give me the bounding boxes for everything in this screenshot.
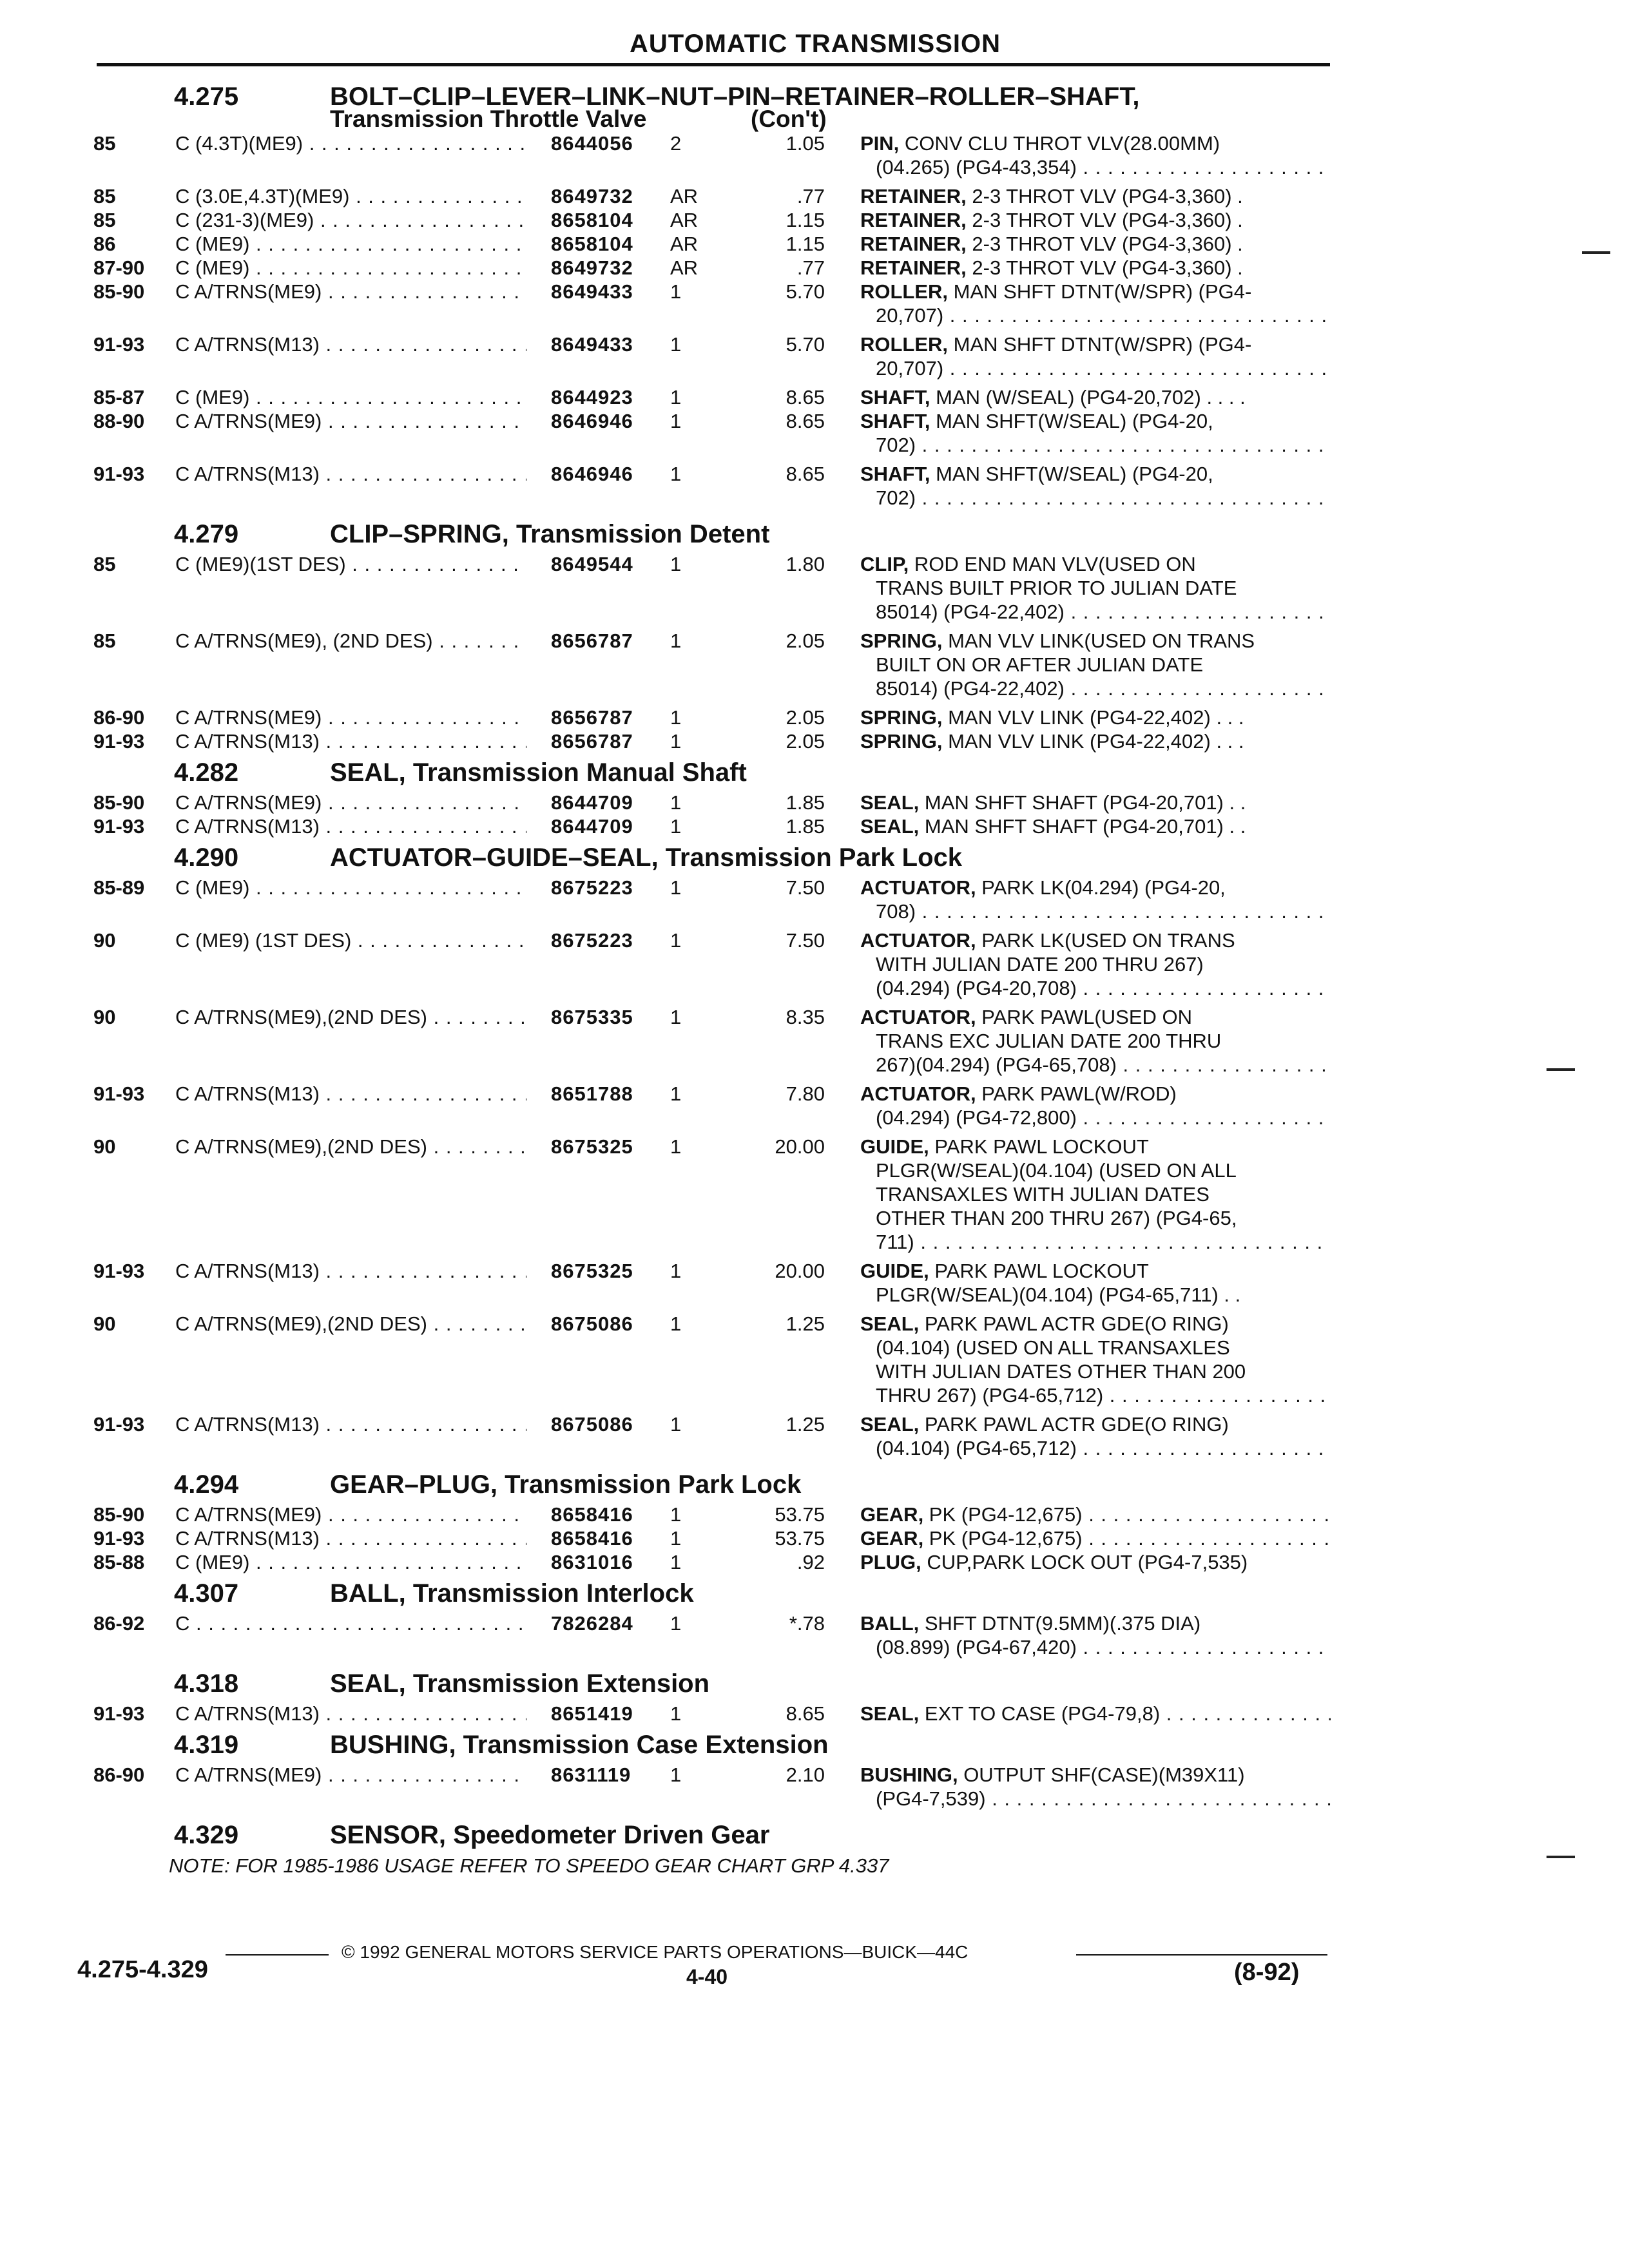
quantity: 1 bbox=[670, 1551, 682, 1573]
group-number: 4.319 bbox=[174, 1731, 239, 1759]
part-description bbox=[860, 131, 1331, 179]
description-line: 85014) (PG4-22,402) . . . bbox=[860, 600, 1331, 624]
quantity: 1 bbox=[670, 333, 682, 356]
group-note: NOTE: FOR 1985-1986 USAGE REFER TO SPEEDO GEAR CHART GRP 4.337 bbox=[169, 1854, 889, 1877]
group-number: 4.290 bbox=[174, 843, 239, 872]
group-number: 4.275 bbox=[174, 82, 239, 111]
part-description bbox=[860, 1135, 1331, 1254]
part-number: 8675335 bbox=[551, 1006, 633, 1028]
description-line: SEAL, MAN SHFT SHAFT (PG4-20,701) . . bbox=[860, 791, 1246, 814]
quantity: 1 bbox=[670, 730, 682, 753]
price: .77 bbox=[796, 185, 825, 207]
footer-page-number: 4-40 bbox=[686, 1965, 728, 1988]
description-line: WITH JULIAN DATE 200 THRU 267) bbox=[876, 953, 1204, 975]
model-years: 86-90 bbox=[93, 706, 145, 729]
part-number: 8675223 bbox=[551, 876, 633, 899]
model-years: 85-88 bbox=[93, 1551, 145, 1573]
description-line: RETAINER, 2-3 THROT VLV (PG4-3,360) . bbox=[860, 209, 1243, 231]
part-number: 8658416 bbox=[551, 1503, 633, 1526]
model-applicability: C A/TRNS(M13) . . . bbox=[175, 1526, 526, 1550]
part-description bbox=[860, 1412, 1331, 1460]
part-name: SPRING, bbox=[860, 730, 943, 753]
model-applicability: C A/TRNS(M13) . . . bbox=[175, 729, 526, 753]
part-name: SHAFT, bbox=[860, 410, 930, 432]
group-title: SEAL, Transmission Extension bbox=[330, 1669, 710, 1698]
quantity: 1 bbox=[670, 1135, 682, 1158]
part-number: 8675223 bbox=[551, 929, 633, 952]
model-applicability: C A/TRNS(M13) . . . bbox=[175, 814, 526, 838]
footer-rule-left bbox=[226, 1954, 329, 1956]
part-name: GUIDE, bbox=[860, 1260, 929, 1282]
quantity: 1 bbox=[670, 876, 682, 899]
part-description bbox=[860, 629, 1331, 700]
description-line: PLUG, CUP,PARK LOCK OUT (PG4-7,535) bbox=[860, 1551, 1248, 1573]
description-line: ACTUATOR, PARK PAWL(USED ON bbox=[860, 1006, 1192, 1028]
description-line: 711) . . . bbox=[860, 1230, 1331, 1254]
footer-copyright: © 1992 GENERAL MOTORS SERVICE PARTS OPERATIONS—BUICK—44C bbox=[342, 1942, 969, 1962]
description-line: SPRING, MAN VLV LINK (PG4-22,402) . . . bbox=[860, 706, 1244, 729]
part-name: ACTUATOR, bbox=[860, 929, 976, 952]
quantity: AR bbox=[670, 233, 699, 255]
part-description bbox=[860, 876, 1331, 923]
price: 5.70 bbox=[786, 333, 825, 356]
model-years: 85-90 bbox=[93, 791, 145, 814]
model-applicability: C A/TRNS(M13) . . . bbox=[175, 1702, 526, 1725]
quantity: 1 bbox=[670, 1503, 682, 1526]
price: 2.10 bbox=[786, 1763, 825, 1786]
quantity: 1 bbox=[670, 280, 682, 303]
group-subtitle: Transmission Throttle Valve bbox=[330, 106, 647, 132]
description-line: ACTUATOR, PARK LK(04.294) (PG4-20, bbox=[860, 876, 1226, 899]
model-years: 91-93 bbox=[93, 1082, 145, 1105]
price: 1.85 bbox=[786, 791, 825, 814]
price: 1.25 bbox=[786, 1413, 825, 1436]
model-years: 91-93 bbox=[93, 815, 145, 838]
continued-label: (Con't) bbox=[751, 106, 827, 132]
model-years: 85-89 bbox=[93, 876, 145, 899]
part-name: PLUG, bbox=[860, 1551, 921, 1573]
description-line: (04.104) (USED ON ALL TRANSAXLES bbox=[876, 1336, 1230, 1359]
price: .92 bbox=[796, 1551, 825, 1573]
price: 7.80 bbox=[786, 1082, 825, 1105]
part-number: 8631119 bbox=[551, 1763, 631, 1786]
model-years: 91-93 bbox=[93, 463, 145, 485]
part-name: SPRING, bbox=[860, 629, 943, 652]
model-years: 91-93 bbox=[93, 1702, 145, 1725]
description-line: GUIDE, PARK PAWL LOCKOUT bbox=[860, 1260, 1149, 1282]
part-name: ACTUATOR, bbox=[860, 876, 976, 899]
description-line: RETAINER, 2-3 THROT VLV (PG4-3,360) . bbox=[860, 256, 1243, 279]
description-line: SHAFT, MAN (W/SEAL) (PG4-20,702) . . . . bbox=[860, 386, 1246, 408]
model-applicability: C (ME9) . . . bbox=[175, 256, 526, 280]
model-applicability: C A/TRNS(ME9) . . . bbox=[175, 1503, 526, 1526]
model-applicability: C (3.0E,4.3T)(ME9) . . . bbox=[175, 184, 526, 208]
model-years: 85-87 bbox=[93, 386, 145, 408]
quantity: 1 bbox=[670, 815, 682, 838]
model-applicability: C A/TRNS(M13) . . . bbox=[175, 462, 526, 486]
part-description bbox=[860, 791, 1331, 814]
quantity: 1 bbox=[670, 1413, 682, 1436]
price: 8.65 bbox=[786, 386, 825, 408]
description-line: SEAL, PARK PAWL ACTR GDE(O RING) bbox=[860, 1413, 1229, 1436]
part-name: RETAINER, bbox=[860, 209, 967, 231]
part-number: 8649544 bbox=[551, 553, 633, 575]
model-applicability: C A/TRNS(ME9) . . . bbox=[175, 409, 526, 433]
group-number: 4.282 bbox=[174, 758, 239, 787]
part-number: 8646946 bbox=[551, 463, 633, 485]
price: 8.35 bbox=[786, 1006, 825, 1028]
model-applicability: C A/TRNS(M13) . . . bbox=[175, 332, 526, 356]
quantity: 1 bbox=[670, 1006, 682, 1028]
quantity: 1 bbox=[670, 791, 682, 814]
part-number: 8644056 bbox=[551, 132, 633, 155]
part-number: 8675086 bbox=[551, 1312, 633, 1335]
description-line: SHAFT, MAN SHFT(W/SEAL) (PG4-20, bbox=[860, 463, 1213, 485]
price: 20.00 bbox=[775, 1135, 825, 1158]
footer-rule-right bbox=[1076, 1954, 1327, 1956]
group-title: GEAR–PLUG, Transmission Park Lock bbox=[330, 1470, 802, 1499]
description-line: 85014) (PG4-22,402) . . . bbox=[860, 677, 1331, 700]
model-years: 90 bbox=[93, 1135, 116, 1158]
model-applicability: C (ME9) . . . bbox=[175, 1550, 526, 1574]
model-years: 85 bbox=[93, 185, 116, 207]
part-number: 8644709 bbox=[551, 791, 633, 814]
model-applicability: C A/TRNS(M13) . . . bbox=[175, 1259, 526, 1283]
quantity: 1 bbox=[670, 1082, 682, 1105]
price: 5.70 bbox=[786, 280, 825, 303]
quantity: AR bbox=[670, 209, 699, 231]
price: *.78 bbox=[789, 1612, 825, 1635]
group-title: BALL, Transmission Interlock bbox=[330, 1579, 694, 1608]
description-line: GEAR, PK (PG4-12,675) . . . bbox=[860, 1526, 1331, 1550]
model-applicability: C A/TRNS(ME9),(2ND DES) . . . bbox=[175, 1312, 526, 1336]
quantity: 1 bbox=[670, 1763, 682, 1786]
description-line: (04.294) (PG4-72,800) . . . bbox=[860, 1106, 1331, 1129]
model-applicability: C A/TRNS(ME9),(2ND DES) . . . bbox=[175, 1005, 526, 1029]
description-line: ROLLER, MAN SHFT DTNT(W/SPR) (PG4- bbox=[860, 333, 1252, 356]
model-years: 85-90 bbox=[93, 280, 145, 303]
part-number: 8646946 bbox=[551, 410, 633, 432]
part-description bbox=[860, 814, 1331, 838]
description-line: GUIDE, PARK PAWL LOCKOUT bbox=[860, 1135, 1149, 1158]
group-number: 4.294 bbox=[174, 1470, 239, 1499]
model-applicability: C (ME9) . . . bbox=[175, 876, 526, 899]
part-description bbox=[860, 1550, 1331, 1574]
model-applicability: C A/TRNS(ME9) . . . bbox=[175, 791, 526, 814]
price: 1.85 bbox=[786, 815, 825, 838]
part-number: 8675325 bbox=[551, 1135, 633, 1158]
group-title: SENSOR, Speedometer Driven Gear bbox=[330, 1821, 770, 1849]
part-name: RETAINER, bbox=[860, 256, 967, 279]
part-description bbox=[860, 1526, 1331, 1550]
quantity: 1 bbox=[670, 410, 682, 432]
model-years: 86-92 bbox=[93, 1612, 145, 1635]
quantity: 1 bbox=[670, 629, 682, 652]
model-years: 85-90 bbox=[93, 1503, 145, 1526]
model-years: 90 bbox=[93, 1006, 116, 1028]
part-description bbox=[860, 385, 1331, 409]
description-line: (08.899) (PG4-67,420) . . . bbox=[860, 1635, 1331, 1659]
part-description bbox=[860, 232, 1331, 256]
part-description bbox=[860, 1005, 1331, 1077]
part-description bbox=[860, 706, 1331, 729]
quantity: 1 bbox=[670, 1702, 682, 1725]
description-line: ACTUATOR, PARK LK(USED ON TRANS bbox=[860, 929, 1235, 952]
model-applicability: C A/TRNS(ME9) . . . bbox=[175, 1763, 526, 1787]
description-line: SEAL, EXT TO CASE (PG4-79,8) . . . bbox=[860, 1702, 1331, 1725]
model-applicability: C A/TRNS(ME9) . . . bbox=[175, 706, 526, 729]
model-applicability: C (231-3)(ME9) . . . bbox=[175, 208, 526, 232]
model-years: 91-93 bbox=[93, 1260, 145, 1282]
part-description bbox=[860, 1312, 1331, 1407]
price: 53.75 bbox=[775, 1527, 825, 1550]
part-name: SHAFT, bbox=[860, 386, 930, 408]
price: 2.05 bbox=[786, 629, 825, 652]
part-description bbox=[860, 462, 1331, 510]
part-name: BALL, bbox=[860, 1612, 920, 1635]
description-line: WITH JULIAN DATES OTHER THAN 200 bbox=[876, 1360, 1246, 1383]
description-line: (04.265) (PG4-43,354) . . . bbox=[860, 155, 1331, 179]
group-title: SEAL, Transmission Manual Shaft bbox=[330, 758, 747, 787]
price: 1.15 bbox=[786, 209, 825, 231]
part-name: ROLLER, bbox=[860, 280, 949, 303]
page-title: AUTOMATIC TRANSMISSION bbox=[629, 30, 1001, 58]
model-applicability: C . . . bbox=[175, 1611, 526, 1635]
description-line: TRANS BUILT PRIOR TO JULIAN DATE bbox=[876, 577, 1237, 599]
description-line: CLIP, ROD END MAN VLV(USED ON bbox=[860, 553, 1196, 575]
part-number: 8644923 bbox=[551, 386, 633, 408]
part-name: CLIP, bbox=[860, 553, 909, 575]
part-number: 8649433 bbox=[551, 280, 633, 303]
part-number: 8644709 bbox=[551, 815, 633, 838]
part-description bbox=[860, 1259, 1331, 1307]
price: 2.05 bbox=[786, 706, 825, 729]
part-description bbox=[860, 256, 1331, 280]
model-applicability: C (ME9) . . . bbox=[175, 232, 526, 256]
group-number: 4.279 bbox=[174, 520, 239, 548]
description-line: OTHER THAN 200 THRU 267) (PG4-65, bbox=[876, 1207, 1237, 1229]
part-description bbox=[860, 208, 1331, 232]
footer-range: 4.275-4.329 bbox=[77, 1956, 208, 1983]
model-years: 90 bbox=[93, 929, 116, 952]
quantity: 1 bbox=[670, 386, 682, 408]
description-line: SPRING, MAN VLV LINK(USED ON TRANS bbox=[860, 629, 1255, 652]
description-line: BUSHING, OUTPUT SHF(CASE)(M39X11) bbox=[860, 1763, 1245, 1786]
price: 2.05 bbox=[786, 730, 825, 753]
model-applicability: C A/TRNS(ME9) . . . bbox=[175, 280, 526, 303]
description-line: BUILT ON OR AFTER JULIAN DATE bbox=[876, 653, 1204, 676]
description-line: 702) . . . bbox=[860, 486, 1331, 510]
part-description bbox=[860, 332, 1331, 380]
quantity: 2 bbox=[670, 132, 682, 155]
description-line: 20,707) . . . bbox=[860, 303, 1331, 327]
part-number: 7826284 bbox=[551, 1612, 633, 1635]
part-number: 8658104 bbox=[551, 209, 633, 231]
model-years: 91-93 bbox=[93, 333, 145, 356]
description-line: RETAINER, 2-3 THROT VLV (PG4-3,360) . bbox=[860, 185, 1243, 207]
description-line: SHAFT, MAN SHFT(W/SEAL) (PG4-20, bbox=[860, 410, 1213, 432]
model-applicability: C A/TRNS(M13) . . . bbox=[175, 1082, 526, 1106]
part-name: SPRING, bbox=[860, 706, 943, 729]
description-line: SEAL, PARK PAWL ACTR GDE(O RING) bbox=[860, 1312, 1229, 1335]
model-years: 90 bbox=[93, 1312, 116, 1335]
part-description bbox=[860, 552, 1331, 624]
model-years: 85 bbox=[93, 209, 116, 231]
description-line: PLGR(W/SEAL)(04.104) (PG4-65,711) . . bbox=[876, 1283, 1241, 1306]
part-name: SEAL, bbox=[860, 1702, 920, 1725]
part-name: ROLLER, bbox=[860, 333, 949, 356]
description-line: 708) . . . bbox=[860, 899, 1331, 923]
model-years: 86-90 bbox=[93, 1763, 145, 1786]
part-number: 8651788 bbox=[551, 1082, 633, 1105]
model-years: 85 bbox=[93, 553, 116, 575]
model-applicability: C (ME9) (1ST DES) . . . bbox=[175, 928, 526, 952]
part-description bbox=[860, 184, 1331, 208]
quantity: 1 bbox=[670, 1527, 682, 1550]
price: 7.50 bbox=[786, 929, 825, 952]
part-number: 8675086 bbox=[551, 1413, 633, 1436]
description-line: (04.294) (PG4-20,708) . . . bbox=[860, 976, 1331, 1000]
description-line: 20,707) . . . bbox=[860, 356, 1331, 380]
price: 8.65 bbox=[786, 463, 825, 485]
description-line: 702) . . . bbox=[860, 433, 1331, 457]
part-description bbox=[860, 1702, 1331, 1725]
title-rule bbox=[97, 63, 1330, 66]
description-line: ACTUATOR, PARK PAWL(W/ROD) bbox=[860, 1082, 1177, 1105]
price: 1.05 bbox=[786, 132, 825, 155]
part-name: ACTUATOR, bbox=[860, 1006, 976, 1028]
margin-mark bbox=[1582, 251, 1610, 254]
part-name: RETAINER, bbox=[860, 185, 967, 207]
part-description bbox=[860, 928, 1331, 1000]
description-line: (04.104) (PG4-65,712) . . . bbox=[860, 1436, 1331, 1460]
part-description bbox=[860, 1503, 1331, 1526]
model-applicability: C A/TRNS(M13) . . . bbox=[175, 1412, 526, 1436]
model-years: 88-90 bbox=[93, 410, 145, 432]
quantity: 1 bbox=[670, 1612, 682, 1635]
description-line: SEAL, MAN SHFT SHAFT (PG4-20,701) . . bbox=[860, 815, 1246, 838]
group-number: 4.307 bbox=[174, 1579, 239, 1608]
part-name: SEAL, bbox=[860, 1413, 920, 1436]
part-description bbox=[860, 729, 1331, 753]
price: 1.15 bbox=[786, 233, 825, 255]
description-line: ROLLER, MAN SHFT DTNT(W/SPR) (PG4- bbox=[860, 280, 1252, 303]
description-line: TRANSAXLES WITH JULIAN DATES bbox=[876, 1183, 1210, 1206]
margin-mark bbox=[1547, 1068, 1575, 1071]
price: .77 bbox=[796, 256, 825, 279]
description-line: PLGR(W/SEAL)(04.104) (USED ON ALL bbox=[876, 1159, 1237, 1182]
part-name: GEAR, bbox=[860, 1527, 924, 1550]
quantity: AR bbox=[670, 256, 699, 279]
part-number: 8656787 bbox=[551, 629, 633, 652]
model-applicability: C (ME9)(1ST DES) . . . bbox=[175, 552, 526, 576]
group-number: 4.318 bbox=[174, 1669, 239, 1698]
part-name: RETAINER, bbox=[860, 233, 967, 255]
part-description bbox=[860, 280, 1331, 327]
model-years: 87-90 bbox=[93, 256, 145, 279]
description-line: 267)(04.294) (PG4-65,708) . . . bbox=[860, 1053, 1331, 1077]
price: 1.25 bbox=[786, 1312, 825, 1335]
quantity: AR bbox=[670, 185, 699, 207]
part-name: SEAL, bbox=[860, 791, 920, 814]
part-description bbox=[860, 1611, 1331, 1659]
price: 7.50 bbox=[786, 876, 825, 899]
model-years: 91-93 bbox=[93, 730, 145, 753]
part-number: 8651419 bbox=[551, 1702, 633, 1725]
quantity: 1 bbox=[670, 553, 682, 575]
part-number: 8656787 bbox=[551, 730, 633, 753]
description-line: BALL, SHFT DTNT(9.5MM)(.375 DIA) bbox=[860, 1612, 1201, 1635]
description-line: GEAR, PK (PG4-12,675) . . . bbox=[860, 1503, 1331, 1526]
model-years: 85 bbox=[93, 132, 116, 155]
model-years: 85 bbox=[93, 629, 116, 652]
group-title: CLIP–SPRING, Transmission Detent bbox=[330, 520, 770, 548]
part-name: BUSHING, bbox=[860, 1763, 958, 1786]
part-name: GUIDE, bbox=[860, 1135, 929, 1158]
part-number: 8649732 bbox=[551, 256, 633, 279]
description-line: THRU 267) (PG4-65,712) . . . bbox=[860, 1383, 1331, 1407]
price: 53.75 bbox=[775, 1503, 825, 1526]
model-applicability: C A/TRNS(ME9), (2ND DES) . . . bbox=[175, 629, 526, 653]
part-number: 8675325 bbox=[551, 1260, 633, 1282]
description-line: RETAINER, 2-3 THROT VLV (PG4-3,360) . bbox=[860, 233, 1243, 255]
part-number: 8649433 bbox=[551, 333, 633, 356]
group-title: ACTUATOR–GUIDE–SEAL, Transmission Park Lock bbox=[330, 843, 962, 872]
part-name: SEAL, bbox=[860, 1312, 920, 1335]
part-number: 8658416 bbox=[551, 1527, 633, 1550]
description-line: SPRING, MAN VLV LINK (PG4-22,402) . . . bbox=[860, 730, 1244, 753]
part-name: ACTUATOR, bbox=[860, 1082, 976, 1105]
margin-mark bbox=[1547, 1856, 1575, 1858]
part-description bbox=[860, 409, 1331, 457]
model-years: 86 bbox=[93, 233, 116, 255]
group-title: BOLT–CLIP–LEVER–LINK–NUT–PIN–RETAINER–ROLLER–SHAFT, bbox=[330, 82, 1140, 111]
group-number: 4.329 bbox=[174, 1821, 239, 1849]
model-years: 91-93 bbox=[93, 1527, 145, 1550]
group-title: BUSHING, Transmission Case Extension bbox=[330, 1731, 829, 1759]
quantity: 1 bbox=[670, 463, 682, 485]
model-applicability: C A/TRNS(ME9),(2ND DES) . . . bbox=[175, 1135, 526, 1158]
model-applicability: C (ME9) . . . bbox=[175, 385, 526, 409]
part-description bbox=[860, 1082, 1331, 1129]
quantity: 1 bbox=[670, 929, 682, 952]
description-line: PIN, CONV CLU THROT VLV(28.00MM) bbox=[860, 132, 1220, 155]
model-years: 91-93 bbox=[93, 1413, 145, 1436]
part-number: 8658104 bbox=[551, 233, 633, 255]
quantity: 1 bbox=[670, 1260, 682, 1282]
price: 8.65 bbox=[786, 1702, 825, 1725]
quantity: 1 bbox=[670, 706, 682, 729]
price: 8.65 bbox=[786, 410, 825, 432]
part-number: 8631016 bbox=[551, 1551, 633, 1573]
part-number: 8656787 bbox=[551, 706, 633, 729]
part-name: SHAFT, bbox=[860, 463, 930, 485]
part-name: PIN, bbox=[860, 132, 900, 155]
part-description bbox=[860, 1763, 1331, 1811]
part-name: SEAL, bbox=[860, 815, 920, 838]
price: 1.80 bbox=[786, 553, 825, 575]
part-number: 8649732 bbox=[551, 185, 633, 207]
quantity: 1 bbox=[670, 1312, 682, 1335]
description-line: TRANS EXC JULIAN DATE 200 THRU bbox=[876, 1030, 1222, 1052]
price: 20.00 bbox=[775, 1260, 825, 1282]
part-name: GEAR, bbox=[860, 1503, 924, 1526]
model-applicability: C (4.3T)(ME9) . . . bbox=[175, 131, 526, 155]
description-line: (PG4-7,539) . . . bbox=[860, 1787, 1331, 1811]
footer-revision: (8-92) bbox=[1234, 1959, 1300, 1986]
